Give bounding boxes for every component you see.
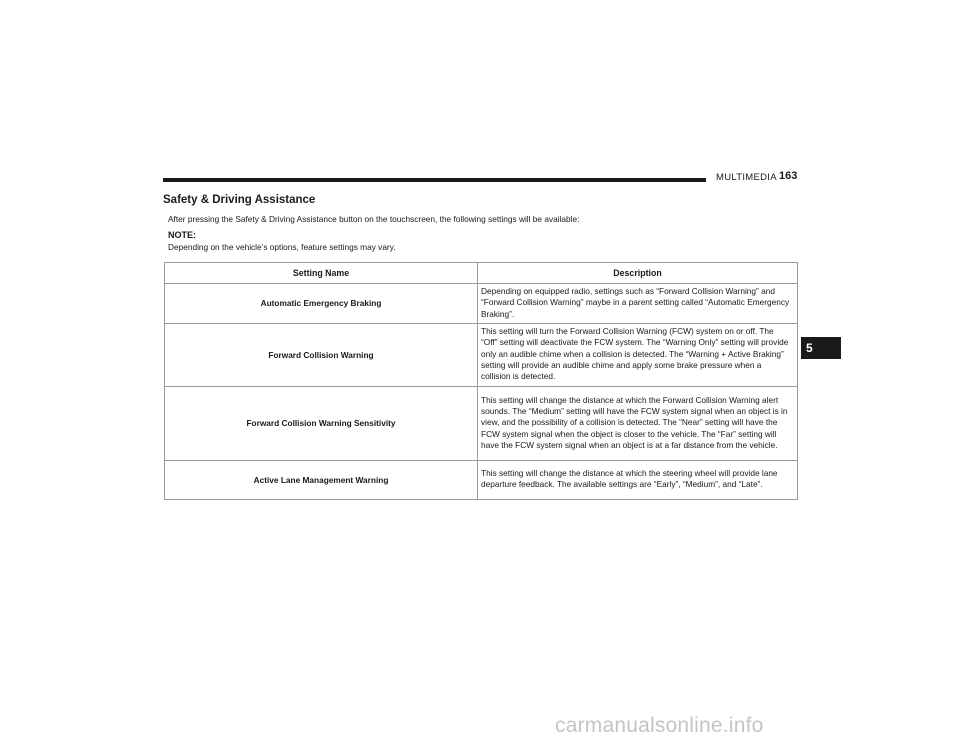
page-number: 163 bbox=[779, 170, 798, 182]
intro-paragraph: After pressing the Safety & Driving Assistance button on the touchscreen, the following settings will be available: bbox=[168, 214, 580, 224]
setting-description-cell: This setting will change the distance at which the Forward Collision Warning alert sounds. The “Medium” setting will have the FCW system signal when an object is in view, and the possibility of a collision is detected. The “Near” setting will have the FCW system signal when the object is closer to the vehicle. The “Far” setting will have the FCW system signal when an object is at a far distance from the vehicle. bbox=[478, 386, 798, 460]
setting-name-cell: Forward Collision Warning Sensitivity bbox=[165, 386, 478, 460]
column-header-description: Description bbox=[478, 263, 798, 284]
table-header-row bbox=[165, 263, 798, 284]
chapter-tab: 5 bbox=[801, 337, 841, 359]
setting-name-cell: Automatic Emergency Braking bbox=[165, 284, 478, 324]
table-row bbox=[165, 284, 798, 324]
table-row bbox=[165, 460, 798, 499]
table-row bbox=[165, 323, 798, 386]
setting-description-cell: This setting will change the distance at which the steering wheel will provide lane departure feedback. The available settings are “Early”, “Medium”, and “Late”. bbox=[478, 460, 798, 499]
section-title: Safety & Driving Assistance bbox=[163, 194, 316, 206]
settings-table bbox=[164, 262, 798, 500]
column-header-setting-name: Setting Name bbox=[165, 263, 478, 284]
header-rule bbox=[163, 178, 706, 182]
setting-description-cell: This setting will turn the Forward Collision Warning (FCW) system on or off. The “Off” setting will deactivate the FCW system. The “Warning Only” setting will provide only an audible chime when a collision is detected. The “Warning + Active Braking” setting will provide an audible chime and apply some brake pressure when a collision is detected. bbox=[478, 323, 798, 386]
note-label: NOTE: bbox=[168, 230, 196, 240]
setting-name-cell: Active Lane Management Warning bbox=[165, 460, 478, 499]
setting-name-cell: Forward Collision Warning bbox=[165, 323, 478, 386]
note-text: Depending on the vehicle’s options, feature settings may vary. bbox=[168, 242, 396, 252]
table-row bbox=[165, 386, 798, 460]
setting-description-cell: Depending on equipped radio, settings such as “Forward Collision Warning” and “Forward Collision Warning” maybe in a parent setting called “Automatic Emergency Braking”. bbox=[478, 284, 798, 324]
watermark: carmanualsonline.info bbox=[555, 714, 764, 737]
running-header-section: MULTIMEDIA bbox=[716, 172, 777, 183]
